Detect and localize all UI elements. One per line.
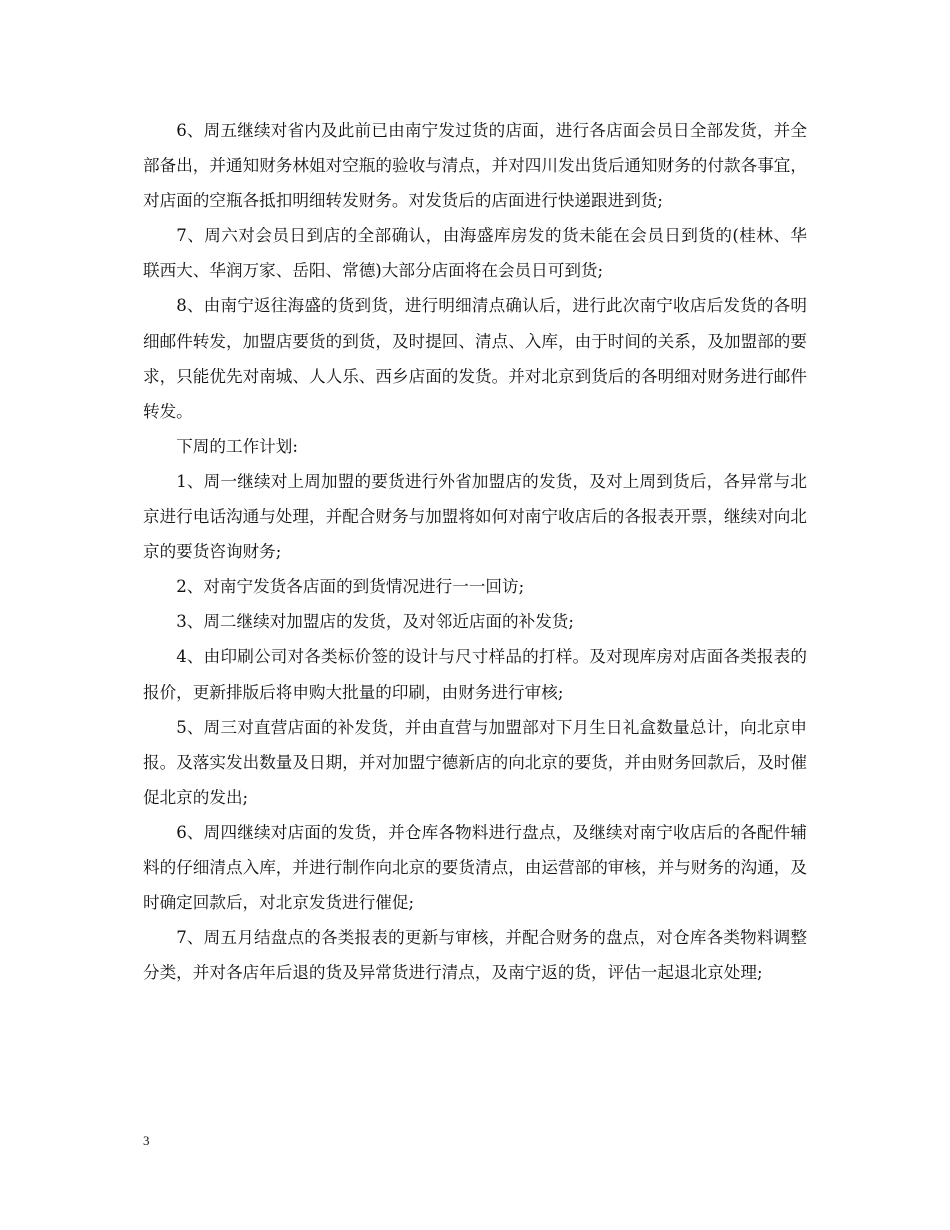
plan-item-4: 4、由印刷公司对各类标价签的设计与尺寸样品的打样。及对现库房对店面各类报表的报价，更新排版后将申购大批量的印刷，由财务进行审核; [143, 647, 807, 702]
paragraph-item-6-fri: 6、周五继续对省内及此前已由南宁发过货的店面，进行各店面会员日全部发货，并全部备出，并通知财务林姐对空瓶的验收与清点，并对四川发出货后通知财务的付款各事宜，对店面的空瓶各抵扣明细转发财务。对发货后的店面进行快递跟进到货; [143, 121, 807, 211]
paragraph-item-8: 8、由南宁返往海盛的货到货，进行明细清点确认后，进行此次南宁收店后发货的各明细邮件转发，加盟店要货的到货，及时提回、清点、入库，由于时间的关系，及加盟部的要求，只能优先对南城、人人乐、西乡店面的发货。并对北京到货后的各明细对财务进行邮件转发。 [143, 296, 807, 421]
plan-item-1: 1、周一继续对上周加盟的要货进行外省加盟店的发货，及对上周到货后，各异常与北京进行电话沟通与处理，并配合财务与加盟将如何对南宁收店后的各报表开票，继续对向北京的要货咨询财务; [143, 471, 807, 562]
document-body [143, 113, 807, 990]
plan-item-3: 3、周二继续对加盟店的发货，及对邻近店面的补发货; [176, 612, 574, 632]
paragraph-item-7-sat: 7、周六对会员日到店的全部确认，由海盛库房发的货未能在会员日到货的(桂林、华联西大、华润万家、岳阳、常德)大部分店面将在会员日可到货; [143, 226, 807, 281]
section-heading-next-week-plan: 下周的工作计划: [176, 436, 298, 456]
plan-item-5: 5、周三对直营店面的补发货，并由直营与加盟部对下月生日礼盒数量总计，向北京申报。及落实发出数量及日期，并对加盟宁德新店的向北京的要货，并由财务回款后，及时催促北京的发出; [143, 717, 807, 807]
plan-item-7: 7、周五月结盘点的各类报表的更新与审核，并配合财务的盘点，对仓库各类物料调整分类，并对各店年后退的货及异常货进行清点，及南宁返的货，评估一起退北京处理; [143, 928, 807, 983]
plan-item-2: 2、对南宁发货各店面的到货情况进行一一回访; [176, 577, 525, 597]
plan-item-6: 6、周四继续对店面的发货，并仓库各物料进行盘点，及继续对南宁收店后的各配件辅料的仔细清点入库，并进行制作向北京的要货清点，由运营部的审核，并与财务的沟通，及时确定回款后，对北京发货进行催促; [143, 822, 807, 913]
page-number: 3 [143, 1133, 150, 1148]
